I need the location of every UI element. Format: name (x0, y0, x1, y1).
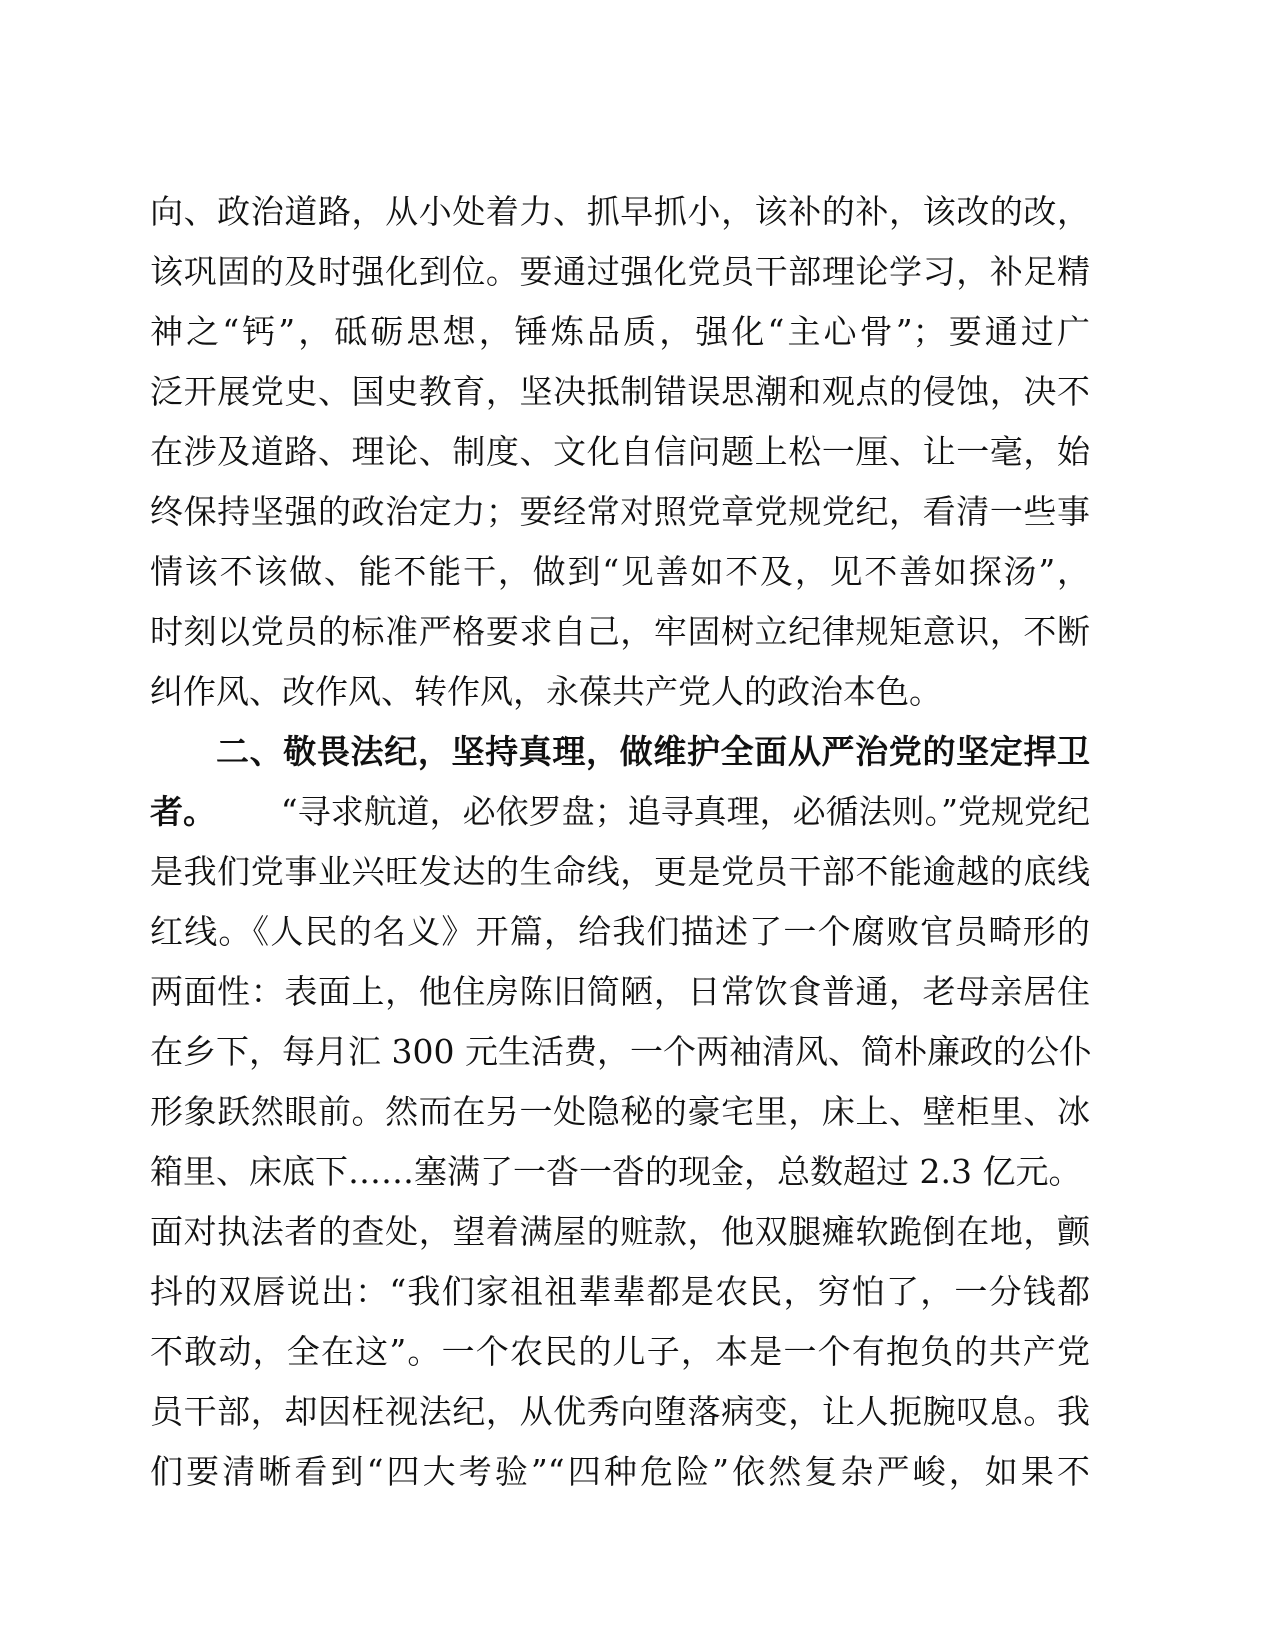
text-line: 终保持坚强的政治定力；要经常对照党章党规党纪，看清一些事 (150, 492, 1090, 531)
text-line: 两面性：表面上，他住房陈旧简陋，日常饮食普通，老母亲居住 (150, 972, 1090, 1011)
section-heading-end: 者。 (150, 792, 216, 831)
text-line: 泛开展党史、国史教育，坚决抵制错误思潮和观点的侵蚀，决不 (150, 372, 1090, 411)
text-line: 神之“钙”，砥砺思想，锤炼品质，强化“主心骨”；要通过广 (150, 312, 1090, 351)
text-line: 向、政治道路，从小处着力、抓早抓小，该补的补，该改的改， (150, 192, 1090, 231)
text-line: 是我们党事业兴旺发达的生命线，更是党员干部不能逾越的底线 (150, 852, 1090, 891)
text-line: 情该不该做、能不能干，做到“见善如不及，见不善如探汤”， (150, 552, 1090, 591)
text-line: 红线。《人民的名义》开篇，给我们描述了一个腐败官员畸形的 (150, 912, 1090, 951)
section-heading: 二、敬畏法纪，坚持真理，做维护全面从严治党的坚定捍卫 (216, 732, 1090, 771)
text-line: 面对执法者的查处，望着满屋的赃款，他双腿瘫软跪倒在地，颤 (150, 1212, 1090, 1251)
text-line: 在涉及道路、理论、制度、文化自信问题上松一厘、让一毫，始 (150, 432, 1090, 471)
text-line: 时刻以党员的标准严格要求自己，牢固树立纪律规矩意识，不断 (150, 612, 1090, 651)
text-line: 箱里、床底下……塞满了一沓一沓的现金，总数超过 2.3 亿元。 (150, 1152, 1082, 1191)
text-line: 员干部，却因枉视法纪，从优秀向堕落病变，让人扼腕叹息。我 (150, 1392, 1090, 1431)
paragraph-1 (150, 182, 1090, 722)
text-line: 纠作风、改作风、转作风，永葆共产党人的政治本色。 (150, 672, 942, 711)
text-line: 不敢动，全在这”。一个农民的儿子，本是一个有抱负的共产党 (150, 1332, 1090, 1371)
text-line: 抖的双唇说出：“我们家祖祖辈辈都是农民，穷怕了，一分钱都 (150, 1272, 1090, 1311)
body-text (150, 182, 1090, 1502)
quote-text: “寻求航道，必依罗盘；追寻真理，必循法则。”党规党纪 (280, 792, 1090, 831)
section-2 (150, 722, 1090, 1502)
section-heading-continuation (150, 782, 1090, 842)
text-line: 形象跃然眼前。然而在另一处隐秘的豪宅里，床上、壁柜里、冰 (150, 1092, 1090, 1131)
text-line: 在乡下，每月汇 300 元生活费，一个两袖清风、简朴廉政的公仆 (150, 1032, 1092, 1071)
text-line: 该巩固的及时强化到位。要通过强化党员干部理论学习，补足精 (150, 252, 1090, 291)
text-line: 们要清晰看到“四大考验”“四种危险”依然复杂严峻，如果不 (150, 1452, 1090, 1491)
